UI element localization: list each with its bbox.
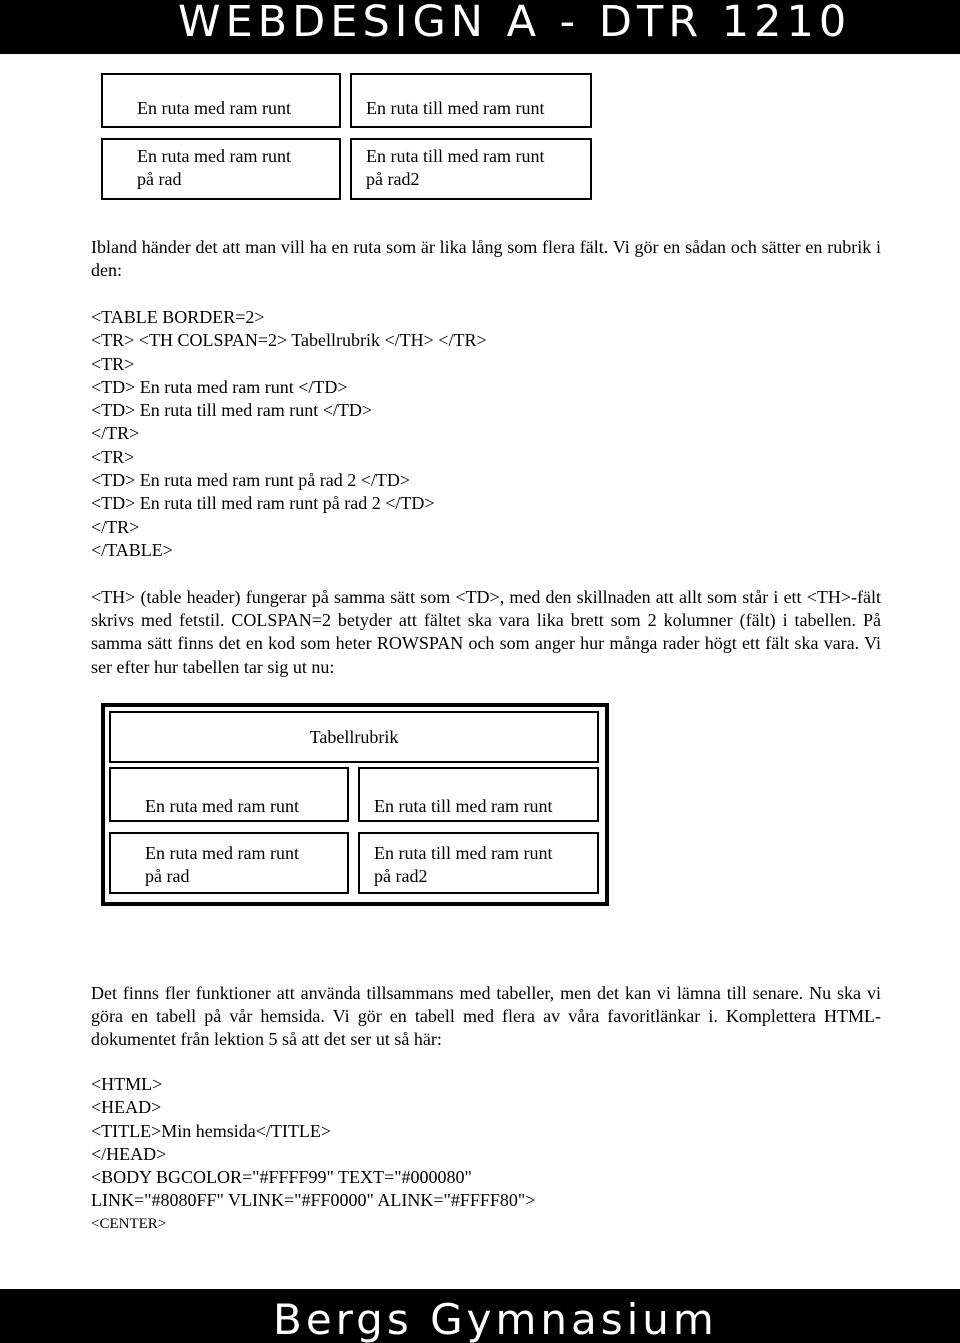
code-line: <TR> xyxy=(91,446,135,467)
code-line: <TR> xyxy=(91,353,135,374)
code-line: <TD> En ruta till med ram runt på rad 2 </TD> xyxy=(91,493,435,514)
cell-text: på rad2 xyxy=(366,169,420,189)
school-name: Bergs Gymnasium xyxy=(273,1295,718,1343)
paragraph-colspan-intro: Ibland händer det att man vill ha en ruta som är lika lång som flera fält. Vi gör en sådan och sätter en rubrik i den: xyxy=(91,237,881,281)
code-line: <CENTER> xyxy=(91,1215,167,1232)
code-line: LINK="#8080FF" VLINK="#FF0000" ALINK="#FFFF80"> xyxy=(91,1190,536,1211)
code-line: </TR> xyxy=(91,516,140,537)
code-line: <TR> <TH COLSPAN=2> Tabellrubrik </TH> </TR> xyxy=(91,330,487,351)
code-line: <TITLE>Min hemsida</TITLE> xyxy=(91,1120,332,1141)
cell-text: En ruta med ram runt xyxy=(145,843,299,863)
table-header-cell: Tabellrubrik xyxy=(109,711,599,763)
code-line: <TD> En ruta med ram runt på rad 2 </TD> xyxy=(91,470,411,491)
table-cell xyxy=(109,832,349,894)
cell-text: En ruta med ram runt xyxy=(137,146,291,166)
code-line: <HEAD> xyxy=(91,1097,162,1118)
cell-text: En ruta till med ram runt xyxy=(374,843,553,863)
code-line: </TABLE> xyxy=(91,539,173,560)
page-title: WEBDESIGN A - DTR 1210 xyxy=(178,0,852,47)
cell-text: En ruta till med ram runt xyxy=(374,796,553,816)
table-cell xyxy=(101,73,341,128)
cell-text: på rad xyxy=(145,866,190,886)
table-cell xyxy=(350,138,592,200)
paragraph-th-explanation: <TH> (table header) fungerar på samma sätt som <TD>, med den skillnaden att allt som står i ett <TH>-fält skrivs med fetstil. COLSPAN=2 betyder att fältet ska vara lika brett som 2 kolumner (fält) i tabellen. På samma sätt finns det en kod som heter ROWSPAN och som anger hur många rader högt ett fält ska vara. Vi ser efter hur tabellen tar sig ut nu: xyxy=(91,587,881,677)
cell-text: på rad xyxy=(137,169,182,189)
code-line: </TR> xyxy=(91,423,140,444)
table-cell xyxy=(350,73,592,128)
code-block-html xyxy=(91,1073,535,1236)
table-cell xyxy=(358,767,599,822)
table-cell xyxy=(109,767,349,822)
code-line: </HEAD> xyxy=(91,1143,167,1164)
cell-text: En ruta med ram runt xyxy=(145,796,299,816)
code-block-table xyxy=(91,306,487,562)
code-line: <TABLE BORDER=2> xyxy=(91,307,265,327)
cell-text: på rad2 xyxy=(374,866,428,886)
footer-bar xyxy=(0,1289,960,1343)
cell-text: En ruta till med ram runt xyxy=(366,98,545,118)
code-line: <TD> En ruta till med ram runt </TD> xyxy=(91,400,373,421)
code-line: <HTML> xyxy=(91,1074,163,1094)
paragraph-assignment: Det finns fler funktioner att använda tillsammans med tabeller, men det kan vi lämna till senare. Nu ska vi göra en tabell på vår hemsida. Vi gör en tabell med flera av våra favoritlänkar i. Komplettera HTML-dokumentet från lektion 5 så att det ser ut så här: xyxy=(91,983,881,1050)
code-line: <BODY BGCOLOR="#FFFF99" TEXT="#000080" xyxy=(91,1167,472,1188)
table-cell xyxy=(101,138,341,200)
table-cell xyxy=(358,832,599,894)
code-line: <TD> En ruta med ram runt </TD> xyxy=(91,376,348,397)
header-bar xyxy=(0,0,960,54)
cell-text: En ruta med ram runt xyxy=(137,98,291,118)
cell-text: En ruta till med ram runt xyxy=(366,146,545,166)
